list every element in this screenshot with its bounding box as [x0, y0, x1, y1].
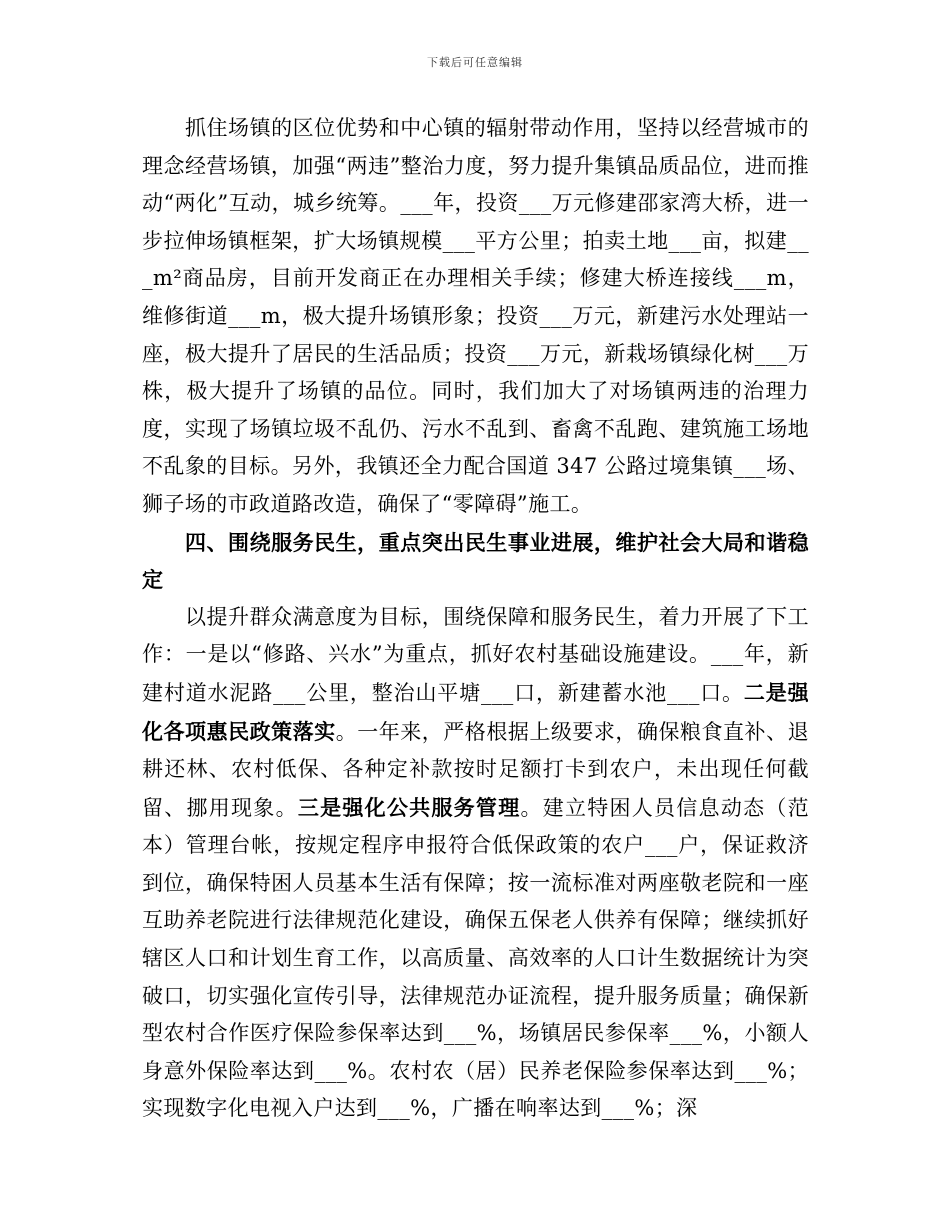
paragraph-livelihood	[142, 599, 809, 1128]
section-heading-four: 四、围绕服务民生，重点突出民生事业进展，维护社会大局和谐稳定	[142, 529, 809, 593]
livelihood-text-part-c: 。一年来，严格根据上级要求，确保粮食直补、退耕还林、农村低保、各种定补款按时足额打卡到农户，未出现任何截留、挪用现象。	[142, 719, 809, 820]
page-header: 下载后可任意编辑	[427, 56, 523, 69]
livelihood-bold-policy: 二是强化各项惠民政策落实	[142, 679, 809, 744]
document-body	[142, 110, 809, 1128]
livelihood-bold-public-service: 三是强化公共服务管理	[297, 794, 521, 820]
paragraph-town-construction: 抓住场镇的区位优势和中心镇的辐射带动作用，坚持以经营城市的理念经营场镇，加强“两违”整治力度，努力提升集镇品质品位，进而推动“两化”互动，城乡统筹。___年，投资___万元修建邵家湾大桥，进一步拉伸场镇框架，扩大场镇规模___平方公里；拍卖土地___亩，拟建___m²商品房，目前开发商正在办理相关手续；修建大桥连接线___m，维修街道___m，极大提升场镇形象；投资___万元，新建污水处理站一座，极大提升了居民的生活品质；投资___万元，新栽场镇绿化树___万株，极大提升了场镇的品位。同时，我们加大了对场镇两违的治理力度，实现了场镇垃圾不乱仍、污水不乱到、畜禽不乱跑、建筑施工场地不乱象的目标。另外，我镇还全力配合国道 347 公路过境集镇___场、狮子场的市政道路改造，确保了“零障碍”施工。	[142, 116, 809, 516]
livelihood-text-part-a: 以提升群众满意度为目标，围绕保障和服务民生，着力开展了下工作：一是以“修路、兴水”为重点，抓好农村基础设施建设。___年，新建村道水泥路___公里，整治山平塘___口，新建蓄水池___口。	[142, 604, 809, 705]
livelihood-text-part-e: 。建立特困人员信息动态（范本）管理台帐，按规定程序申报符合低保政策的农户___户，保证救济到位，确保特困人员基本生活有保障；按一流标准对两座敬老院和一座互助养老院进行法律规范化建设，确保五保老人供养有保障；继续抓好辖区人口和计划生育工作，以高质量、高效率的人口计生数据统计为突破口，切实强化宣传引导，法律规范办证流程，提升服务质量；确保新型农村合作医疗保险参保率达到___%，场镇居民参保率___%，小额人身意外保险率达到___%。农村农（居）民养老保险参保率达到___%；实现数字化电视入户达到___%，广播在响率达到___%；深	[142, 795, 810, 1121]
